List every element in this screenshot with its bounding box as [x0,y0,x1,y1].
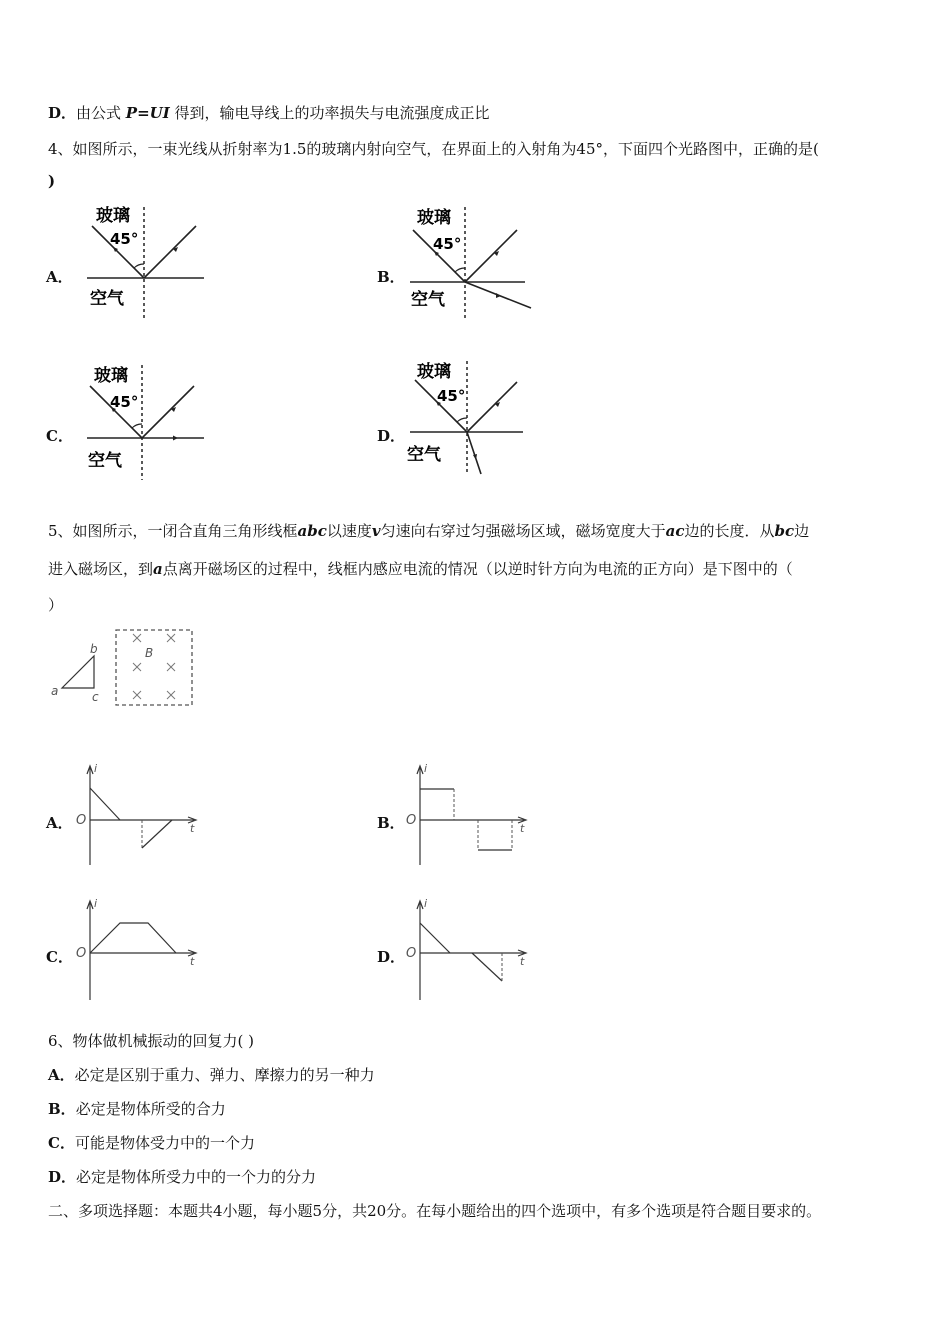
q5-stem-part: 边 [794,522,810,540]
q5c-label-o: O [76,946,87,961]
q5b-label-i: i [424,762,428,775]
q5-stem-part: 边的长度．从 [684,522,775,540]
q6-option-c-label: C． [48,1134,75,1152]
q5-var-bc: bc [774,522,795,540]
q5-label-a: a [51,684,59,698]
q5-stem-line1 [48,520,809,541]
q4-figure-b [405,202,540,327]
q5-option-a-label: A． [46,814,73,832]
q6-option-c [48,1132,255,1153]
q4c-angle-text: 45° [110,393,139,411]
q5-stem-part: 进入磁场区，到 [48,560,154,578]
q4b-angle-text: 45° [433,235,462,253]
q4-option-a-label: A． [46,268,73,286]
q6-option-a [48,1064,375,1085]
q5-label-c: c [92,690,99,704]
q5-graph-c [72,895,202,1005]
q4a-angle-text: 45° [110,230,139,248]
q4c-air-text: 空气 [88,451,122,471]
q5-option-b-label: B． [377,814,405,832]
q6-option-b-text: 必定是物体所受的合力 [75,1100,226,1118]
q6-option-d-text: 必定是物体所受力中的一个力的分力 [76,1168,317,1186]
q5-label-b: b [90,642,98,656]
q3-formula: P=UI [125,104,170,122]
q4c-glass-text: 玻璃 [94,366,128,386]
q5d-label-t: t [520,955,525,968]
q5d-label-i: i [424,897,428,910]
q3-option-d-post: 得到，输电导线上的功率损失与电流强度成正比 [169,104,490,122]
q5-var-a: a [153,560,163,578]
q5-var-abc: abc [297,522,327,540]
q5-var-v: v [371,522,381,540]
q4-figure-a [82,202,212,327]
q4-stem-line1: 4、如图所示，一束光线从折射率为1.5的玻璃内射向空气，在界面上的入射角为45°，下面四个光路图中，正确的是( [48,140,819,158]
q4b-air-text: 空气 [411,290,445,310]
q4-figure-d [405,356,535,481]
q5-stem-part: 5、如图所示，一闭合直角三角形线框 [48,522,298,540]
q5c-label-i: i [94,897,98,910]
q4-option-b-label: B． [377,268,405,286]
q4d-air-text: 空气 [407,445,441,465]
q3-option-d-pre: 由公式 [76,104,126,122]
q4-stem-line2: ) [48,172,56,190]
q6-option-b [48,1098,226,1119]
q5-figure-triangle-field [48,625,198,710]
q5-option-d-label: D． [377,948,406,966]
q3-option-d [48,102,490,123]
q5-stem-part: 以速度 [326,522,372,540]
q5-var-ac: ac [665,522,685,540]
q6-option-a-label: A． [48,1066,75,1084]
q5c-label-t: t [190,955,195,968]
q5a-label-t: t [190,822,195,835]
q4b-glass-text: 玻璃 [417,208,451,228]
q6-option-d [48,1166,316,1187]
q6-option-d-label: D． [48,1168,77,1186]
q6-option-c-text: 可能是物体受力中的一个力 [74,1134,255,1152]
q5-graph-a [72,760,202,870]
q5b-label-o: O [406,813,417,828]
q4-figure-c [82,360,212,485]
q5-stem-part: 点离开磁场区的过程中，线框内感应电流的情况（以逆时针方向为电流的正方向）是下图中的（ [162,560,793,578]
q5-stem-line3: ） [48,596,64,614]
q5-stem-part: 匀速向右穿过匀强磁场区域，磁场宽度大于 [380,522,666,540]
q4-option-c-label: C． [46,427,73,445]
q4-option-d-label: D． [377,427,406,445]
q4d-glass-text: 玻璃 [417,362,451,382]
q5-graph-d [402,895,532,1005]
q3-option-d-label: D． [48,104,77,122]
q4a-air-text: 空气 [90,289,124,309]
q4d-angle-text: 45° [437,387,466,405]
q5-option-c-label: C． [46,948,73,966]
q5a-label-i: i [94,762,98,775]
q5b-label-t: t [520,822,525,835]
q5a-label-o: O [76,813,87,828]
q5d-label-o: O [406,946,417,961]
section2-heading: 二、多项选择题：本题共4小题，每小题5分，共20分。在每小题给出的四个选项中，有多个选项是符合题目要求的。 [48,1202,822,1220]
q5-label-field: B [145,646,154,660]
q5-graph-b [402,760,532,870]
q6-option-b-label: B． [48,1100,76,1118]
q6-stem: 6、物体做机械振动的回复力( ) [48,1032,255,1050]
q5-stem-line2 [48,558,793,579]
q4a-glass-text: 玻璃 [96,206,130,226]
q6-option-a-text: 必定是区别于重力、弹力、摩擦力的另一种力 [74,1066,375,1084]
